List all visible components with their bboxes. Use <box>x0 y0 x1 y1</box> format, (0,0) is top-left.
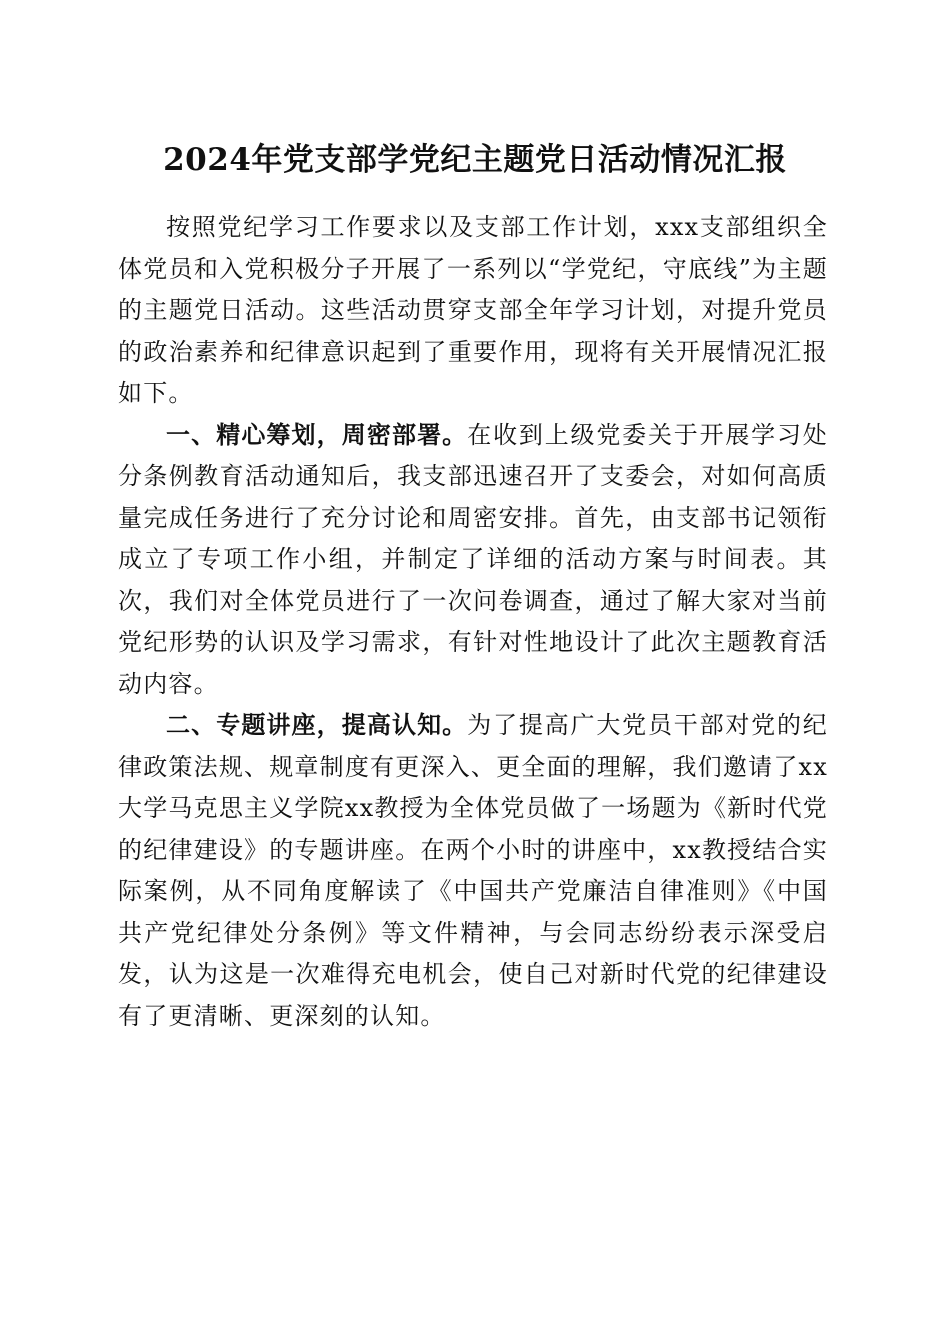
document-body <box>118 207 828 1037</box>
section-text-2: 为了提高广大党员干部对党的纪律政策法规、规章制度有更深入、更全面的理解，我们邀请了xx大学马克思主义学院xx教授为全体党员做了一场题为《新时代党的纪律建设》的专题讲座。在两个小时的讲座中，xx教授结合实际案例，从不同角度解读了《中国共产党廉洁自律准则》《中国共产党纪律处分条例》等文件精神，与会同志纷纷表示深受启发，认为这是一次难得充电机会，使自己对新时代党的纪律建设有了更清晰、更深刻的认知。 <box>118 711 828 1030</box>
section-paragraph-2 <box>118 705 828 1037</box>
section-paragraph-1 <box>118 415 828 706</box>
section-heading-2: 二、专题讲座，提高认知。 <box>166 711 468 739</box>
section-heading-1: 一、精心筹划，周密部署。 <box>166 420 468 449</box>
intro-paragraph: 按照党纪学习工作要求以及支部工作计划，xxx支部组织全体党员和入党积极分子开展了一系列以“学党纪，守底线”为主题的主题党日活动。这些活动贯穿支部全年学习计划，对提升党员的政治素养和纪律意识起到了重要作用，现将有关开展情况汇报如下。 <box>118 213 828 407</box>
section-text-1: 在收到上级党委关于开展学习处分条例教育活动通知后，我支部迅速召开了支委会，对如何高质量完成任务进行了充分讨论和周密安排。首先，由支部书记领衔成立了专项工作小组，并制定了详细的活动方案与时间表。其次，我们对全体党员进行了一次问卷调查，通过了解大家对当前党纪形势的认识及学习需求，有针对性地设计了此次主题教育活动内容。 <box>118 420 828 698</box>
document-title: 2024年党支部学党纪主题党日活动情况汇报 <box>163 142 787 178</box>
